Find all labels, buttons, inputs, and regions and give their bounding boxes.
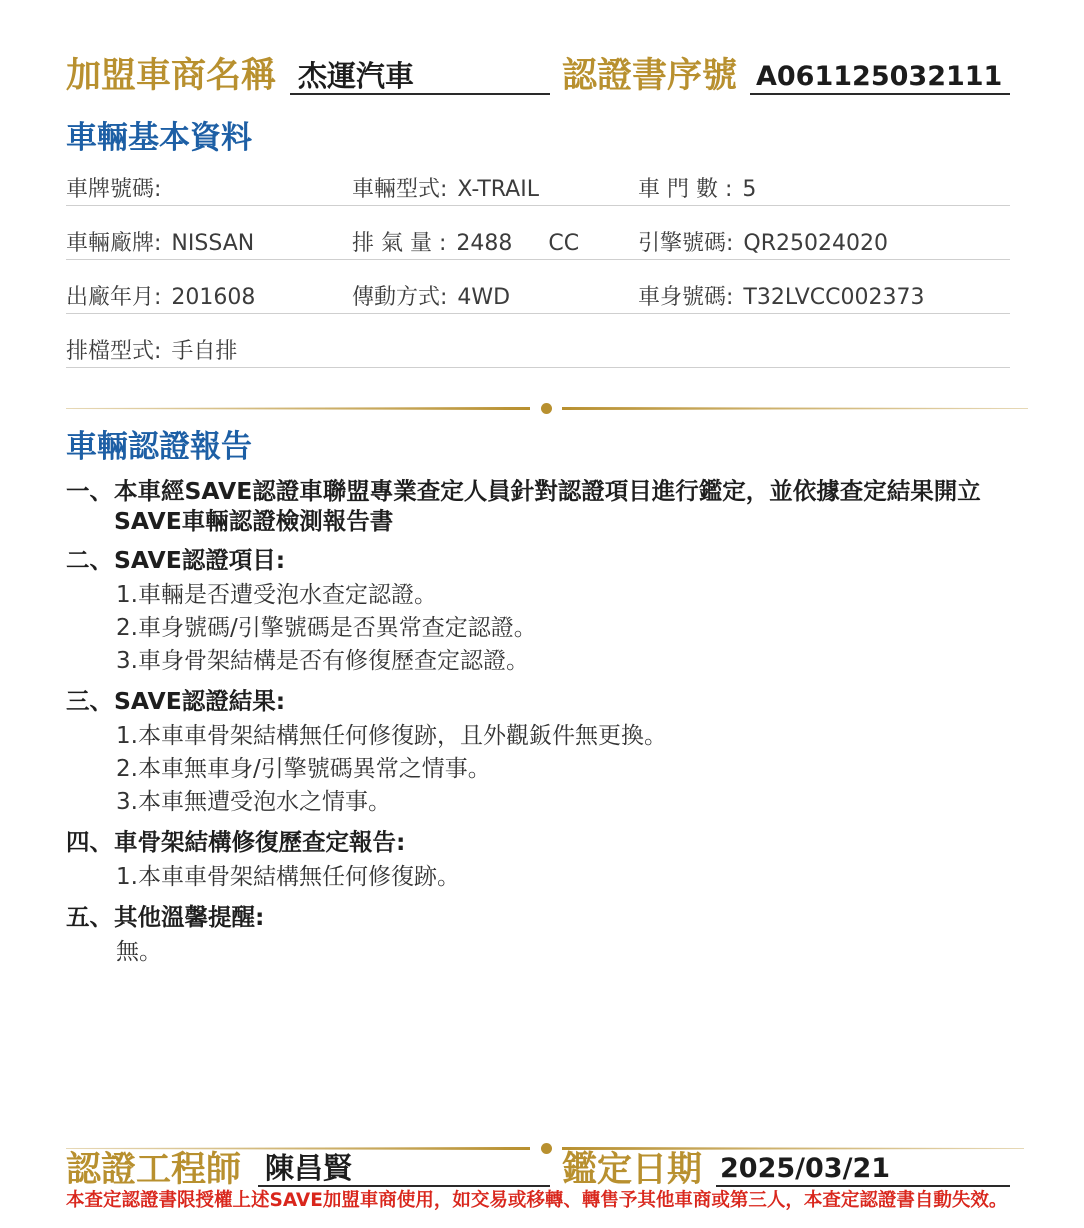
heading-text: 車骨架結構修復歷查定報告: <box>114 828 406 856</box>
report-section-5 <box>66 902 1026 969</box>
info-row-4 <box>66 337 1010 368</box>
engineer-name: 陳昌賢 <box>265 1151 353 1185</box>
vin-cell <box>638 283 924 313</box>
doors-value: 5 <box>742 177 757 202</box>
drivetrain-value: 4WD <box>457 285 511 310</box>
displacement-value: 2488 <box>456 231 513 256</box>
report-list <box>66 476 1026 969</box>
heading-text: SAVE認證結果: <box>114 687 286 715</box>
validity-notice: 本查定認證書限授權上述SAVE加盟車商使用，如交易或移轉、轉售予其他車商或第三人，本查定認證書自動失效。 <box>66 1190 1008 1211</box>
manufacture-date-value: 201608 <box>171 285 256 310</box>
section-marker: 三、 <box>66 687 113 715</box>
report-section-heading <box>66 545 1026 575</box>
divider-left-line <box>66 407 530 410</box>
report-section-heading <box>66 686 1026 716</box>
displacement-label: 排 氣 量 : <box>352 231 447 256</box>
engine-number-value: QR25024020 <box>743 231 889 256</box>
section-marker: 一、 <box>66 477 113 505</box>
engine-number-label: 引擎號碼: <box>638 231 734 256</box>
report-items <box>66 579 1026 678</box>
heading-line: SAVE車輛認證檢測報告書 <box>114 507 394 535</box>
divider-right-line <box>562 407 1028 410</box>
dealer-label: 加盟車商名稱 <box>66 56 277 96</box>
displacement-unit: CC <box>548 231 580 256</box>
model-value: X-TRAIL <box>457 177 539 202</box>
drivetrain-cell <box>352 283 510 313</box>
list-item: 1.本車車骨架結構無任何修復跡，且外觀鈑件無更換。 <box>116 723 667 749</box>
heading-text: SAVE認證項目: <box>114 546 286 574</box>
list-item: 3.本車無遭受泡水之情事。 <box>116 789 391 815</box>
doors-label: 車 門 數 : <box>638 177 733 202</box>
transmission-value: 手自排 <box>171 339 238 364</box>
list-item: 1.本車車骨架結構無任何修復跡。 <box>116 864 460 890</box>
engineer-label: 認證工程師 <box>66 1150 242 1190</box>
info-row-3 <box>66 283 1010 314</box>
serial-number: A061125032111 <box>756 61 1003 92</box>
report-section-4 <box>66 827 1026 894</box>
report-section-heading <box>66 827 1026 857</box>
serial-label: 認證書序號 <box>562 56 738 96</box>
report-title: 車輛認證報告 <box>66 429 252 465</box>
report-section-heading <box>66 476 1026 536</box>
manufacture-date-cell <box>66 283 255 313</box>
doors-cell <box>638 175 756 205</box>
plate-number-cell <box>66 175 161 205</box>
list-item: 1.車輛是否遭受泡水查定認證。 <box>116 582 437 608</box>
serial-number-field <box>750 60 1010 95</box>
report-items <box>66 936 1026 969</box>
engine-number-cell <box>638 229 888 259</box>
section-marker: 二、 <box>66 546 113 574</box>
vin-value: T32LVCC002373 <box>743 285 925 310</box>
inspection-date-label: 鑑定日期 <box>562 1150 703 1190</box>
manufacture-date-label: 出廠年月: <box>66 285 162 310</box>
model-cell <box>352 175 539 205</box>
report-section-3 <box>66 686 1026 819</box>
vin-label: 車身號碼: <box>638 285 734 310</box>
divider-dot <box>541 403 552 414</box>
inspection-date-field <box>716 1152 1010 1187</box>
heading-lines <box>114 476 981 536</box>
list-item: 3.車身骨架結構是否有修復歷查定認證。 <box>116 648 529 674</box>
dealer-name-field <box>290 60 550 95</box>
vehicle-info-title: 車輛基本資料 <box>66 120 252 156</box>
displacement-cell <box>352 229 579 259</box>
model-label: 車輛型式: <box>352 177 448 202</box>
dealer-name: 杰運汽車 <box>298 59 415 93</box>
report-section-heading <box>66 902 1026 932</box>
transmission-cell <box>66 337 237 367</box>
brand-label: 車輛廠牌: <box>66 231 162 256</box>
engineer-name-field <box>258 1152 550 1187</box>
list-item: 無。 <box>116 939 162 965</box>
report-items <box>66 861 1026 894</box>
brand-cell <box>66 229 254 259</box>
report-items <box>66 720 1026 819</box>
report-section-2 <box>66 545 1026 678</box>
heading-line: 本車經SAVE認證車聯盟專業查定人員針對認證項目進行鑑定，並依據查定結果開立 <box>114 477 981 505</box>
inspection-date: 2025/03/21 <box>720 1153 891 1184</box>
drivetrain-label: 傳動方式: <box>352 285 448 310</box>
plate-number-label: 車牌號碼: <box>66 177 162 202</box>
heading-text: 其他溫馨提醒: <box>114 903 265 931</box>
info-row-2 <box>66 229 1010 260</box>
list-item: 2.車身號碼/引擎號碼是否異常查定認證。 <box>116 615 537 641</box>
report-section-1 <box>66 476 1026 536</box>
list-item: 2.本車無車身/引擎號碼異常之情事。 <box>116 756 491 782</box>
section-marker: 四、 <box>66 828 113 856</box>
section-marker: 五、 <box>66 903 113 931</box>
transmission-label: 排檔型式: <box>66 339 162 364</box>
info-row-1 <box>66 175 1010 206</box>
brand-value: NISSAN <box>171 231 255 256</box>
